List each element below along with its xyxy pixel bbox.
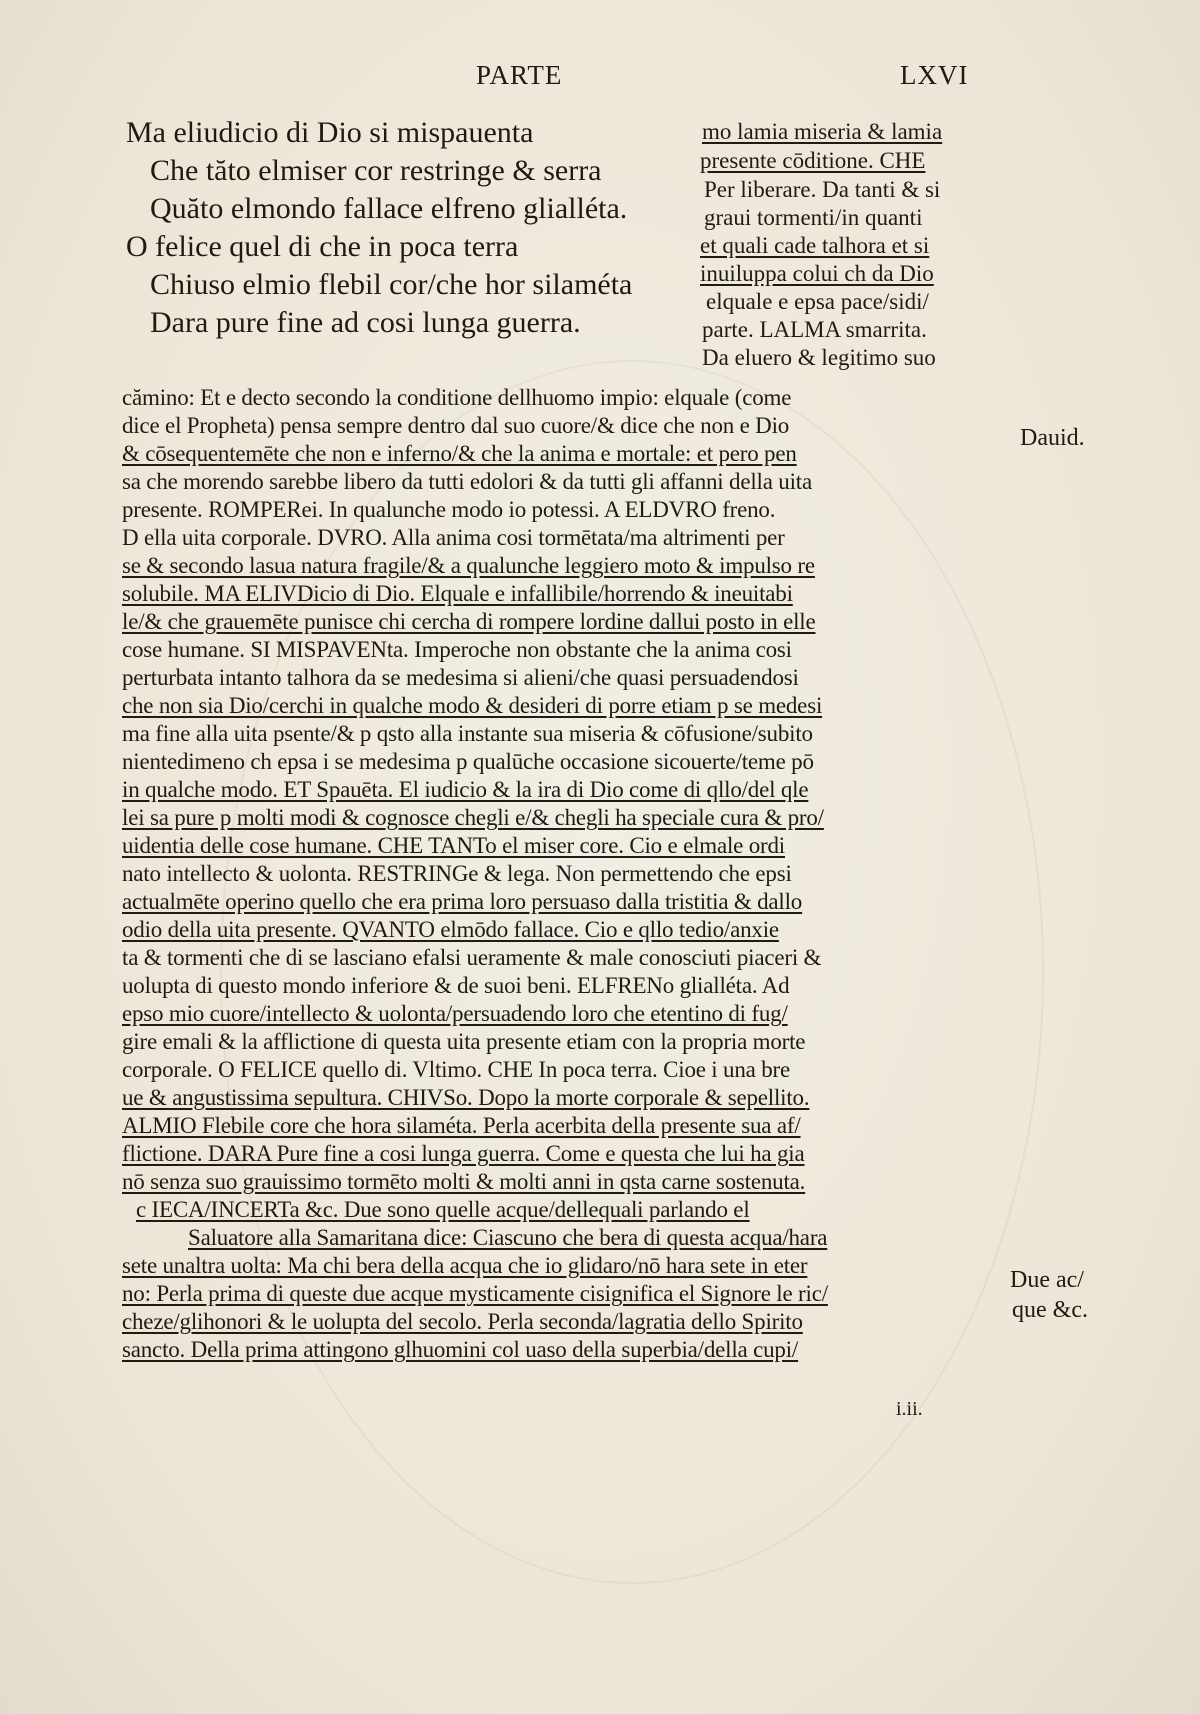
verse-line: Quăto elmondo fallace elfreno glialléta. [150,192,628,225]
commentary-line: lei sa pure p molti modi & cognosce chegli e/& chegli ha speciale cura & pro/ [122,805,824,830]
glossa-line: elquale e epsa pace/sidi/ [706,289,929,314]
margin-note-acque: Due ac/ [1010,1267,1084,1293]
glossa-line: inuiluppa colui ch da Dio [700,261,934,286]
glossa-line: parte. LALMA smarrita. [702,317,927,342]
commentary-line: no: Perla prima di queste due acque mysticamente cisignifica el Signore le ric/ [122,1281,828,1306]
signature-mark: i.ii. [896,1398,923,1420]
verse-line: Chiuso elmio flebil cor/che hor silaméta [150,268,633,301]
commentary-line: corporale. O FELICE quello di. Vltimo. CHE In poca terra. Cioe i una bre [122,1057,790,1082]
commentary-line: uidentia delle cose humane. CHE TANTo el miser core. Cio e elmale ordi [122,833,785,858]
commentary-line: actualmēte operino quello che era prima loro persuaso dalla tristitia & dallo [122,889,803,914]
commentary-line: ta & tormenti che di se lasciano efalsi ueramente & male conosciuti piaceri & [122,945,822,970]
commentary-line: flictione. DARA Pure fine a cosi lunga guerra. Come e questa che lui ha gia [122,1141,805,1166]
commentary-line: in qualche modo. ET Spauēta. El iudicio & la ira di Dio come di qllo/del qle [122,777,809,802]
margin-note-dauid: Dauid. [1020,425,1085,451]
commentary-line: odio della uita presente. QVANTO elmōdo fallace. Cio e qllo tedio/anxie [122,917,779,942]
glossa-line: graui tormenti/in quanti [704,205,923,230]
commentary-line: perturbata intanto talhora da se medesima si alieni/che quasi persuadendosi [122,665,799,690]
commentary-line: dice el Propheta) pensa sempre dentro dal suo cuore/& dice che non e Dio [122,413,790,438]
commentary-line: sete unaltra uolta: Ma chi bera della acqua che io glidaro/nō hara sete in eter [122,1253,808,1278]
commentary-line: cheze/glihonori & le uolupta del secolo. Perla seconda/lagratia dello Spirito [122,1309,803,1334]
commentary-line: nō senza suo grauissimo tormēto molti & molti anni in qsta carne sostenuta. [122,1169,806,1194]
glossa-line: presente cōditione. CHE [700,148,926,173]
commentary-line: D ella uita corporale. DVRO. Alla anima cosi tormētata/ma altrimenti per [122,525,785,550]
commentary-line: c IECA/INCERTa &c. Due sono quelle acque/dellequali parlando el [136,1197,750,1222]
commentary-line: ma fine alla uita psente/& p qsto alla instante sua miseria & cōfusione/subito [122,721,813,746]
folio-number: LXVI [900,60,969,90]
commentary-line: nientedimeno ch epsa i se medesima p qualūche occasione sicouerte/teme pō [122,749,814,774]
commentary-line: sa che morendo sarebbe libero da tutti edolori & da tutti gli affanni della uita [122,469,812,494]
verse-line: Dara pure fine ad cosi lunga guerra. [150,306,581,339]
commentary-line: nato intellecto & uolonta. RESTRINGe & lega. Non permettendo che epsi [122,861,792,886]
running-head: PARTE [476,60,563,90]
glossa-line: Da eluero & legitimo suo [702,345,936,370]
commentary-line: cămino: Et e decto secondo la conditione dellhuomo impio: elquale (come [122,385,792,410]
commentary-line: gire emali & la afflictione di questa uita presente etiam con la propria morte [122,1029,806,1054]
verse-line: Che tăto elmiser cor restringe & serra [150,154,602,187]
commentary-line: ue & angustissima sepultura. CHIVSo. Dopo la morte corporale & sepellito. [122,1085,810,1110]
commentary-line: & cōsequentemēte che non e inferno/& che la anima e mortale: et pero pen [122,441,797,466]
margin-note-acque: que &c. [1012,1297,1088,1323]
commentary-line: ALMIO Flebile core che hora silaméta. Perla acerbita della presente sua af/ [122,1113,801,1138]
glossa-line: Per liberare. Da tanti & si [704,177,941,202]
commentary-line: che non sia Dio/cerchi in qualche modo & desideri di porre etiam p se medesi [122,693,823,718]
commentary-line: solubile. MA ELIVDicio di Dio. Elquale e infallibile/horrendo & ineuitabi [122,581,793,606]
commentary-line: sancto. Della prima attingono glhuomini col uaso della superbia/della cupi/ [122,1337,799,1362]
commentary-line: presente. ROMPERei. In qualunche modo io potessi. A ELDVRO freno. [122,497,776,522]
glossa-line: et quali cade talhora et si [700,233,930,258]
commentary-line: uolupta di questo mondo inferiore & de suoi beni. ELFRENo glialléta. Ad [122,973,790,998]
verse-line: Ma eliudicio di Dio si mispauenta [126,116,534,149]
glossa-line: mo lamia miseria & lamia [702,119,943,144]
commentary-line: Saluatore alla Samaritana dice: Ciascuno che bera di questa acqua/hara [188,1225,828,1250]
commentary-line: cose humane. SI MISPAVENta. Imperoche non obstante che la anima cosi [122,637,792,662]
commentary-line: epso mio cuore/intellecto & uolonta/persuadendo loro che etentino di fug/ [122,1001,788,1026]
verse-line: O felice quel di che in poca terra [126,230,519,263]
commentary-line: le/& che grauemēte punisce chi cercha di rompere lordine dallui posto in elle [122,609,816,634]
commentary-line: se & secondo lasua natura fragile/& a qualunche leggiero moto & impulso re [122,553,815,578]
